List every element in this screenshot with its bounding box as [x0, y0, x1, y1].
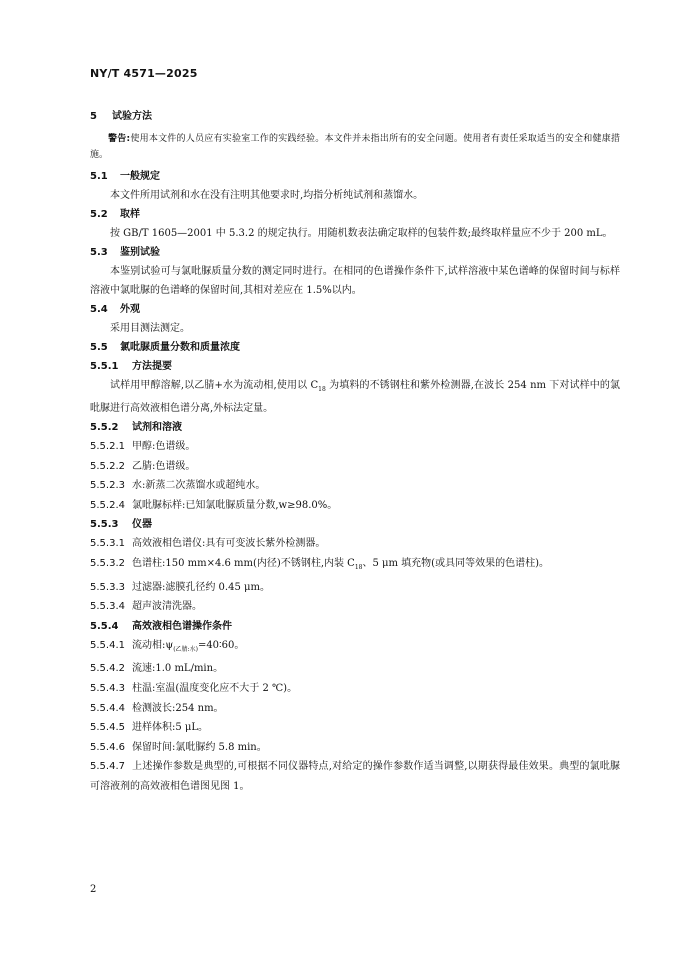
text-part: 试样用甲醇溶解,以乙腈+水为流动相,使用以 C: [110, 380, 319, 391]
warning-label: 警告:: [108, 134, 131, 144]
item-text: 柱温:室温(温度变化应不大于 2 ℃)。: [132, 682, 298, 694]
page-number: 2: [90, 884, 97, 895]
heading-5-5-3: [90, 515, 620, 534]
item-text: 过滤器:滤膜孔径约 0.45 μm。: [132, 581, 270, 593]
list-item: [90, 476, 620, 496]
heading-5-2: [90, 205, 620, 224]
item-text: 检测波长:254 nm。: [132, 702, 224, 714]
heading-title: 仪器: [132, 519, 152, 531]
item-text: =40∶60。: [197, 639, 245, 651]
heading-number: 5.4: [90, 304, 108, 315]
heading-title: 方法提要: [132, 361, 172, 372]
list-item: [90, 679, 620, 699]
text-part: 为填料的不锈钢柱和紫外检测器,在波长 254 nm 下对试样中的氯吡脲进行高效液相色谱分离,外标法定量。: [90, 380, 620, 414]
item-number: 5.5.3.3: [90, 581, 125, 593]
heading-number: 5.5: [90, 342, 108, 353]
paragraph-5-1: 本文件所用试剂和水在没有注明其他要求时,均指分析纯试剂和蒸馏水。: [110, 190, 424, 201]
item-text: 色谱柱:150 mm×4.6 mm(内径)不锈钢柱,内装 C: [132, 557, 355, 569]
section-number: 5: [90, 111, 97, 122]
list-item: [90, 659, 620, 679]
item-number: 5.5.4.5: [90, 722, 125, 734]
item-number: 5.5.4.6: [90, 741, 125, 753]
item-number: 5.5.4.7: [90, 761, 125, 773]
item-number: 5.5.2.1: [90, 441, 125, 452]
heading-number: 5.5.3: [90, 519, 119, 531]
heading-title: 高效液相色谱操作条件: [132, 620, 232, 632]
heading-title: 一般规定: [120, 171, 160, 182]
item-text: 超声波清洗器。: [132, 601, 202, 613]
item-text: 、5 μm 填充物(或具同等效果的色谱柱)。: [362, 557, 549, 569]
list-item: [90, 496, 620, 516]
list-item: [90, 437, 620, 457]
list-item: [90, 554, 620, 578]
paragraph-5-3: 本鉴别试验可与氯吡脲质量分数的测定同时进行。在相同的色谱操作条件下,试样溶液中某色谱峰的保留时间与标样溶液中氯吡脲的色谱峰的保留时间,其相对差应在 1.5%以内。: [90, 266, 620, 296]
item-number: 5.5.4.4: [90, 702, 125, 714]
heading-number: 5.5.4: [90, 620, 119, 632]
list-item: [90, 636, 620, 660]
heading-title: 鉴别试验: [120, 247, 160, 258]
list-item: [90, 578, 620, 598]
section-5-heading: [90, 110, 620, 124]
item-text: 乙腈:色谱级。: [132, 460, 196, 472]
subscript: 18: [318, 386, 326, 393]
warning-paragraph: [90, 131, 620, 163]
list-item: [90, 597, 620, 617]
item-number: 5.5.4.1: [90, 639, 125, 651]
item-number: 5.5.3.1: [90, 538, 125, 550]
item-number: 5.5.4.2: [90, 663, 125, 675]
heading-number: 5.1: [90, 171, 108, 182]
list-item: [90, 699, 620, 719]
section-title: 试验方法: [112, 111, 152, 122]
heading-number: 5.5.1: [90, 361, 119, 372]
heading-5-3: [90, 243, 620, 262]
list-item: [90, 738, 620, 758]
item-number: 5.5.3.2: [90, 557, 125, 569]
item-text: 高效液相色谱仪:具有可变波长紫外检测器。: [132, 538, 326, 550]
heading-number: 5.3: [90, 247, 108, 258]
heading-5-5-1: [90, 357, 620, 376]
heading-number: 5.2: [90, 209, 108, 220]
item-text: 保留时间:氯吡脲约 5.8 min。: [132, 741, 267, 753]
item-text: 甲醇:色谱级。: [132, 441, 196, 452]
item-number: 5.5.2.3: [90, 480, 125, 492]
item-text: 氯吡脲标样:已知氯吡脲质量分数,w≥98.0%。: [132, 499, 338, 511]
paragraph-5-5-1: [90, 376, 620, 418]
subscript: 18: [354, 563, 363, 571]
heading-title: 取样: [120, 209, 140, 220]
item-number: 5.5.3.4: [90, 601, 125, 613]
item-text: 流动相:ψ: [132, 639, 174, 651]
heading-5-1: [90, 167, 620, 186]
subscript: (乙腈:水): [173, 645, 198, 653]
heading-title: 外观: [120, 304, 140, 315]
item-number: 5.5.2.4: [90, 499, 125, 511]
item-text: 进样体积:5 μL。: [132, 722, 209, 734]
item-text: 上述操作参数是典型的,可根据不同仪器特点,对给定的操作参数作适当调整,以期获得最佳效果。典型的氯吡脲可溶液剂的高效液相色谱图见图 1。: [90, 761, 620, 792]
standard-number-header: NY/T 4571—2025: [90, 67, 198, 80]
heading-number: 5.5.2: [90, 422, 119, 433]
heading-title: 氯吡脲质量分数和质量浓度: [120, 342, 240, 353]
page-content: [90, 110, 620, 797]
paragraph-5-2: 按 GB/T 1605—2001 中 5.3.2 的规定执行。用随机数表法确定取样的包装件数;最终取样量应不少于 200 mL。: [110, 228, 613, 239]
heading-5-5: [90, 338, 620, 357]
heading-5-5-4: [90, 617, 620, 636]
heading-5-5-2: [90, 418, 620, 437]
item-number: 5.5.2.2: [90, 460, 125, 472]
heading-5-4: [90, 300, 620, 319]
item-number: 5.5.4.3: [90, 682, 125, 694]
item-text: 流速:1.0 mL/min。: [132, 663, 224, 675]
list-item: [90, 457, 620, 477]
heading-title: 试剂和溶液: [132, 422, 182, 433]
list-item: [90, 757, 620, 796]
list-item: [90, 534, 620, 554]
item-text: 水:新蒸二次蒸馏水或超纯水。: [132, 480, 266, 492]
warning-text: 使用本文件的人员应有实验室工作的实践经验。本文件并未指出所有的安全问题。使用者有责任采取适当的安全和健康措施。: [90, 134, 620, 160]
list-item: [90, 718, 620, 738]
paragraph-5-4: 采用目测法测定。: [110, 323, 190, 334]
